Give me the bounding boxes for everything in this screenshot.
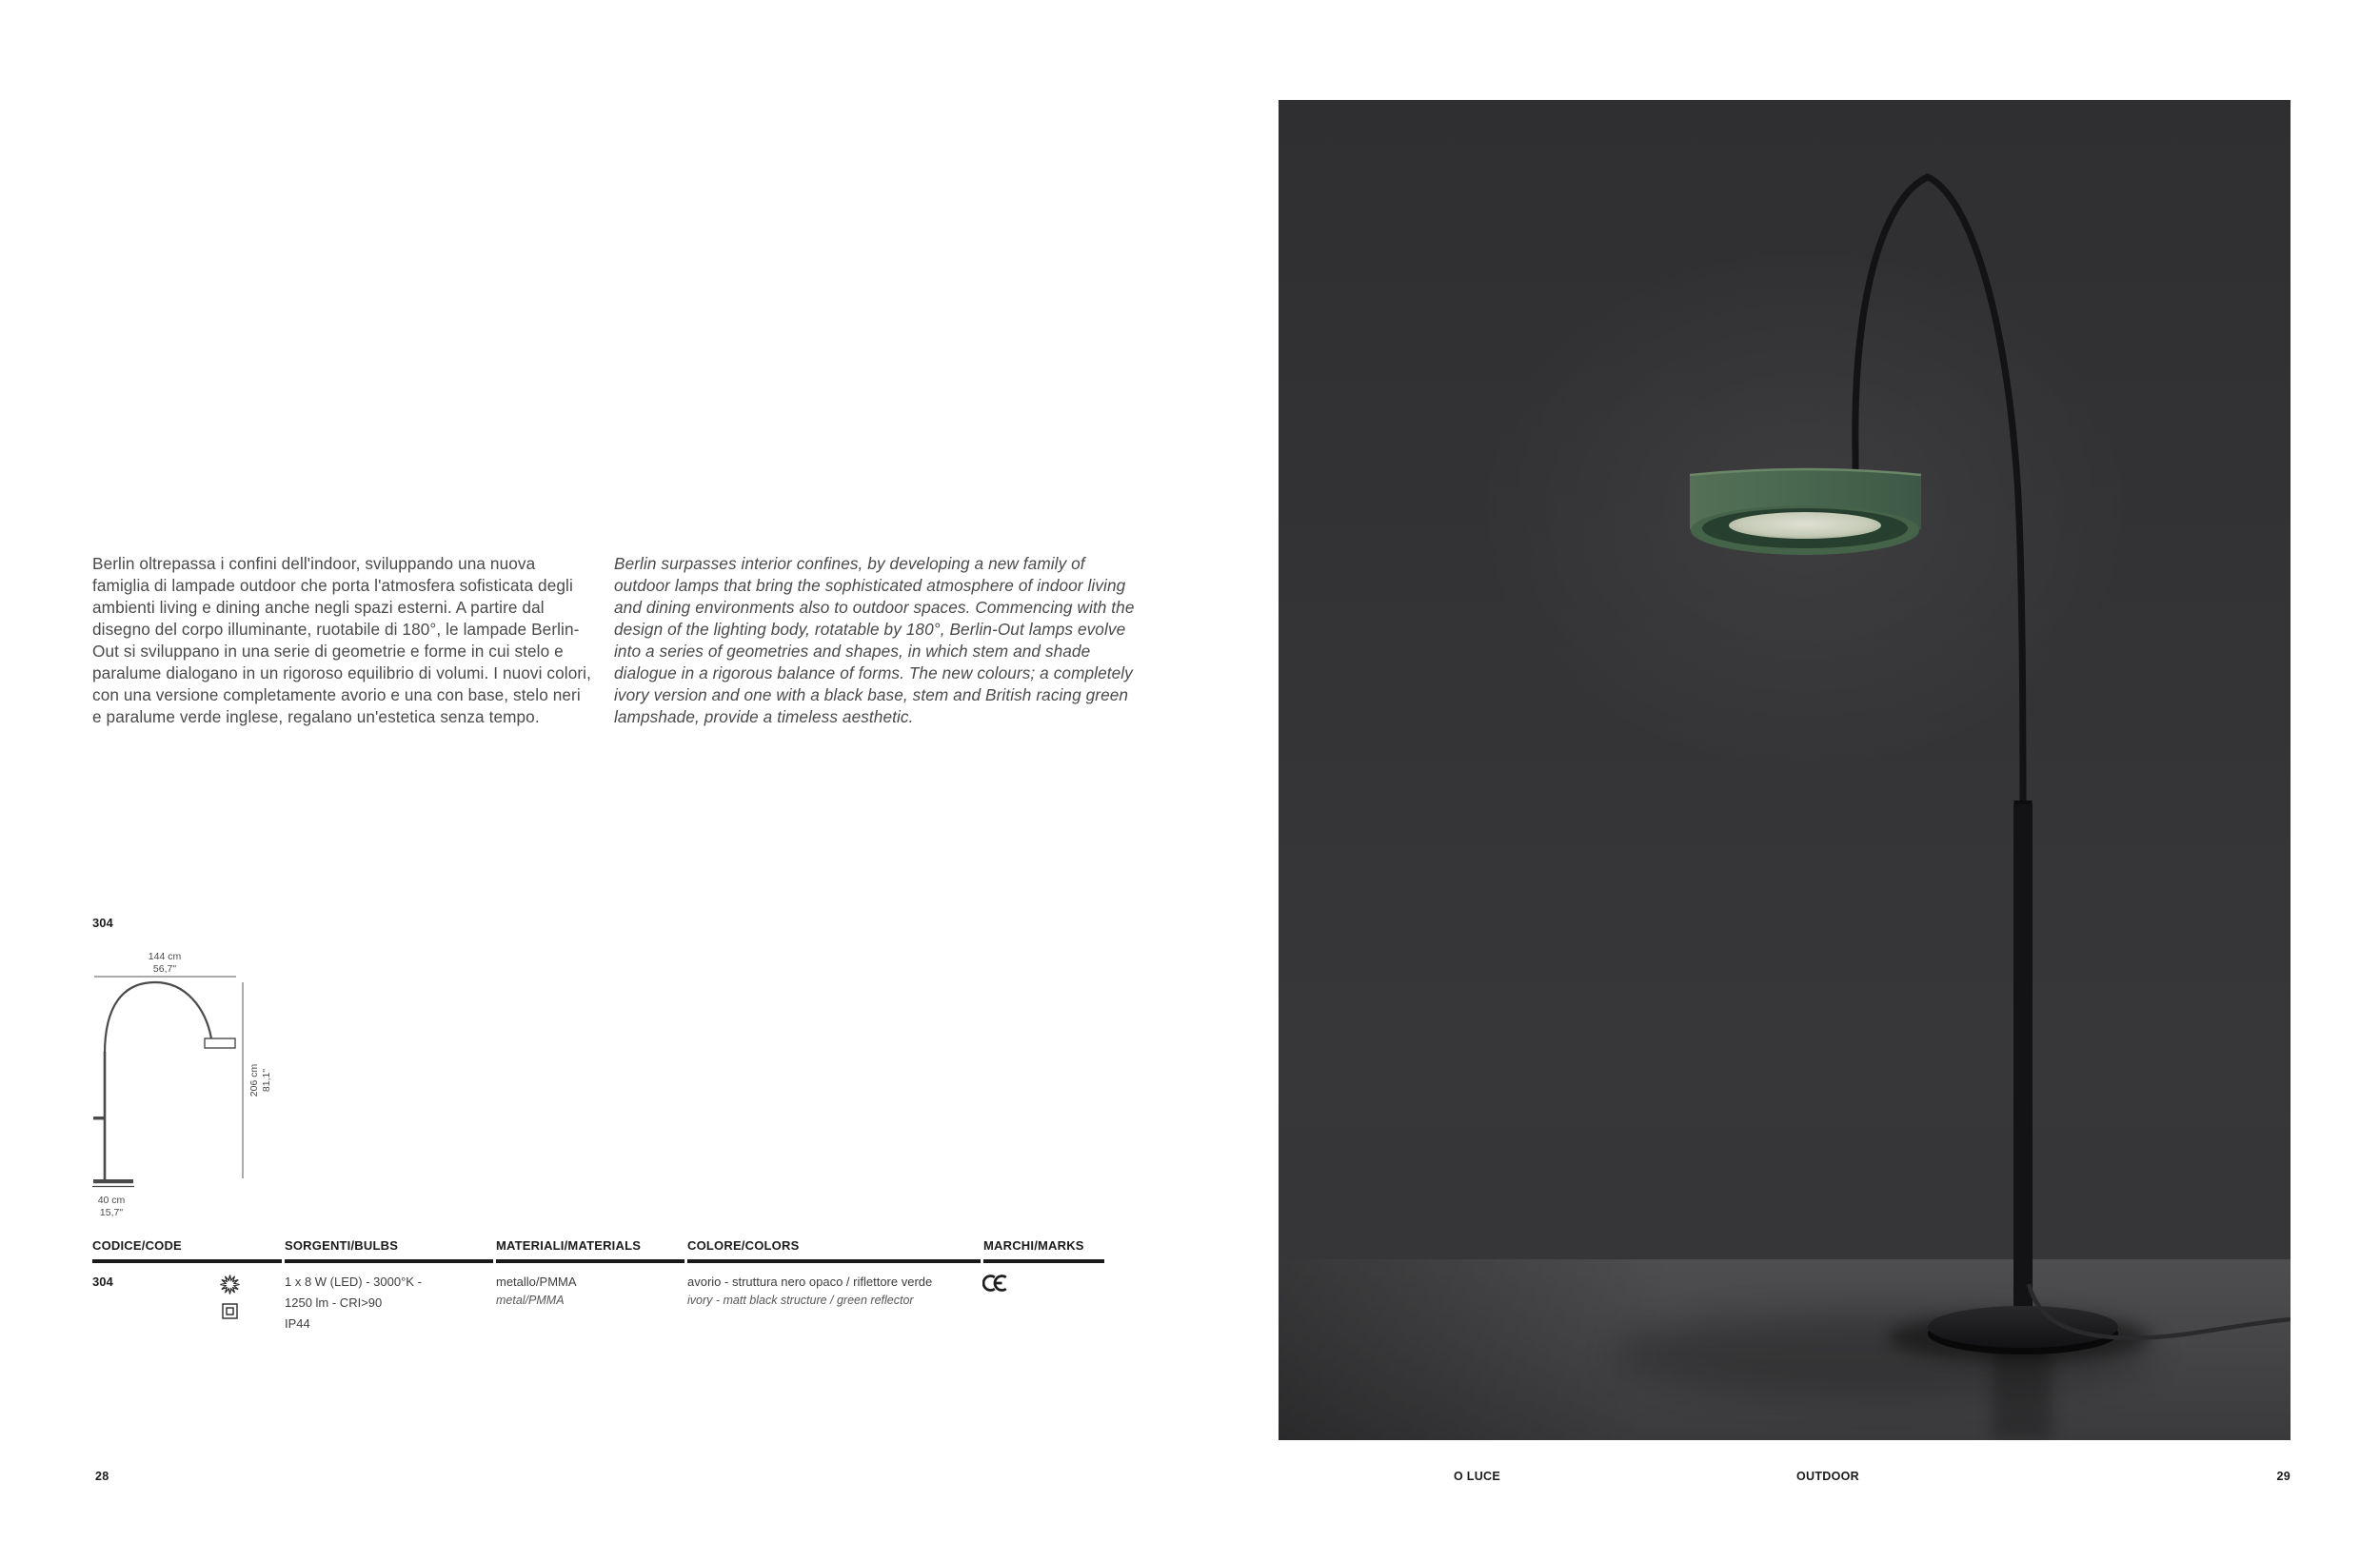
table-cell-bulbs-line2: 1250 lm - CRI>90 [285,1295,383,1310]
page-number-right: 29 [2276,1470,2291,1483]
table-rule-segment [285,1259,493,1263]
dim-width-cm-label: 144 cm [148,951,182,962]
section-footer: OUTDOOR [1796,1470,1859,1483]
led-source-icon [220,1275,240,1295]
ce-mark-icon [982,1273,1010,1294]
lampshade [1690,469,1921,555]
dim-height-in-label: 81,1" [261,1068,272,1093]
table-rule-segment [496,1259,684,1263]
table-header-bulbs: SORGENTI/BULBS [285,1238,399,1253]
table-cell-colors-en: ivory - matt black structure / green reflector [687,1294,914,1307]
table-cell-code: 304 [92,1275,113,1289]
table-cell-colors: avorio - struttura nero opaco / riflettore verde [687,1275,933,1289]
table-cell-bulbs-line1: 1 x 8 W (LED) - 3000°K - [285,1275,422,1289]
table-rule-segment [687,1259,981,1263]
double-insulation-icon [222,1303,238,1319]
table-rule-segment [92,1259,282,1263]
page-number-left: 28 [95,1470,109,1483]
lamp-base-top [1928,1306,2118,1348]
table-header-colors: COLORE/COLORS [687,1238,800,1253]
dim-base-in-label: 15,7" [99,1207,124,1218]
lampshade-diffuser [1729,512,1881,539]
table-header-marks: MARCHI/MARKS [983,1238,1084,1253]
table-rule-segment [983,1259,1104,1263]
table-cell-materials: metallo/PMMA [496,1275,577,1289]
drawing-lamp-head [205,1038,235,1048]
drawing-stem-knob [93,1117,105,1119]
arc-floor-lamp [1279,100,2291,1440]
table-header-materials: MATERIALI/MATERIALS [496,1238,642,1253]
drawing-arc-stem [105,982,211,1054]
table-header-code: CODICE/CODE [92,1238,182,1253]
intro-paragraph-italian: Berlin oltrepassa i confini dell'indoor, sviluppando una nuova famiglia di lampade outdoor che porta l'atmosfera sofisticata degli ambienti living e dining anche negli spazi esterni. A partire dal disegno del corpo illuminante, ruotabile di 180°, le lampade Berlin-Out si sviluppano in una serie di geometrie e forme in cui stelo e paralume dialogano in un rigoroso equilibrio di volumi. I nuovi colori, con una versione completamente avorio e una con base, stelo neri e paralume verde inglese, regalano un'estetica senza tempo. [92,554,591,726]
technical-drawing [90,938,281,1235]
table-cell-materials-en: metal/PMMA [496,1294,565,1307]
brand-footer: O LUCE [1454,1470,1501,1483]
lamp-product-photo [1279,100,2291,1440]
table-cell-bulbs-line3: IP44 [285,1316,310,1331]
intro-paragraph-english: Berlin surpasses interior confines, by developing a new family of outdoor lamps that bring the sophisticated atmosphere of indoor living and dining environments also to outdoor spaces. Commencing with the design of the lighting body, rotatable by 180°, Berlin-Out lamps evolve into a series of geometries and shapes, in which stem and shade dialogue in a rigorous balance of forms. The new colours; a completely ivory version and one with a black base, stem and British racing green lampshade, provide a timeless aesthetic. [614,554,1135,726]
dim-base-cm-label: 40 cm [97,1195,126,1206]
dim-width-in-label: 56,7" [152,963,177,975]
drawing-base [93,1179,133,1183]
drawing-product-code: 304 [92,916,113,930]
dim-height-cm-label: 206 cm [248,1063,260,1097]
